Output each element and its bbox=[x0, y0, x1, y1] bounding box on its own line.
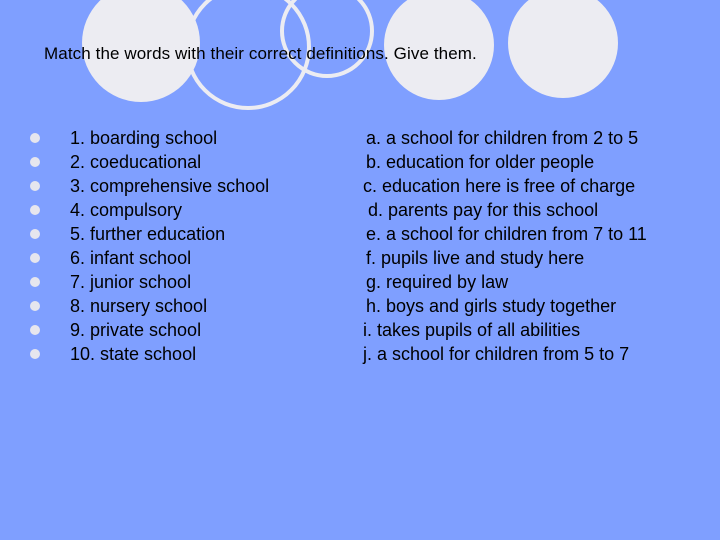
definition-item: f. pupils live and study here bbox=[366, 248, 585, 268]
term-item bbox=[30, 318, 269, 342]
circle-bullet-icon bbox=[30, 157, 40, 167]
term-item bbox=[30, 198, 269, 222]
term-text: 8. nursery school bbox=[70, 296, 208, 316]
slide-title: Match the words with their correct definitions. Give them. bbox=[44, 44, 477, 63]
circle-bullet-icon bbox=[30, 277, 40, 287]
definition-item: c. education here is free of charge bbox=[363, 176, 636, 196]
term-text: 4. compulsory bbox=[70, 200, 183, 220]
term-item bbox=[30, 126, 269, 150]
term-item bbox=[30, 294, 269, 318]
definition-item: j. a school for children from 5 to 7 bbox=[363, 344, 630, 364]
term-text: 6. infant school bbox=[70, 248, 192, 268]
definition-item: d. parents pay for this school bbox=[368, 200, 599, 220]
term-item bbox=[30, 342, 269, 366]
circle-bullet-icon bbox=[30, 181, 40, 191]
definition-item: a. a school for children from 2 to 5 bbox=[366, 128, 639, 148]
terms-list bbox=[30, 126, 269, 366]
circle-bullet-icon bbox=[30, 325, 40, 335]
circle-bullet-icon bbox=[30, 205, 40, 215]
definition-item: e. a school for children from 7 to 11 bbox=[366, 224, 647, 244]
term-text: 10. state school bbox=[70, 344, 197, 364]
term-text: 5. further education bbox=[70, 224, 226, 244]
definition-item: g. required by law bbox=[366, 272, 509, 292]
term-text: 9. private school bbox=[70, 320, 202, 340]
circle-bullet-icon bbox=[30, 229, 40, 239]
term-item bbox=[30, 270, 269, 294]
decorative-circle-3 bbox=[508, 0, 618, 98]
term-item bbox=[30, 222, 269, 246]
circle-bullet-icon bbox=[30, 301, 40, 311]
circle-bullet-icon bbox=[30, 253, 40, 263]
term-text: 3. comprehensive school bbox=[70, 176, 270, 196]
term-item bbox=[30, 174, 269, 198]
circle-bullet-icon bbox=[30, 349, 40, 359]
definition-item: h. boys and girls study together bbox=[366, 296, 617, 316]
definitions-list bbox=[360, 126, 647, 366]
definition-item: b. education for older people bbox=[366, 152, 595, 172]
term-text: 7. junior school bbox=[70, 272, 192, 292]
term-item bbox=[30, 150, 269, 174]
term-item bbox=[30, 246, 269, 270]
term-text: 2. coeducational bbox=[70, 152, 202, 172]
circle-bullet-icon bbox=[30, 133, 40, 143]
definition-item: i. takes pupils of all abilities bbox=[363, 320, 581, 340]
term-text: 1. boarding school bbox=[70, 128, 218, 148]
